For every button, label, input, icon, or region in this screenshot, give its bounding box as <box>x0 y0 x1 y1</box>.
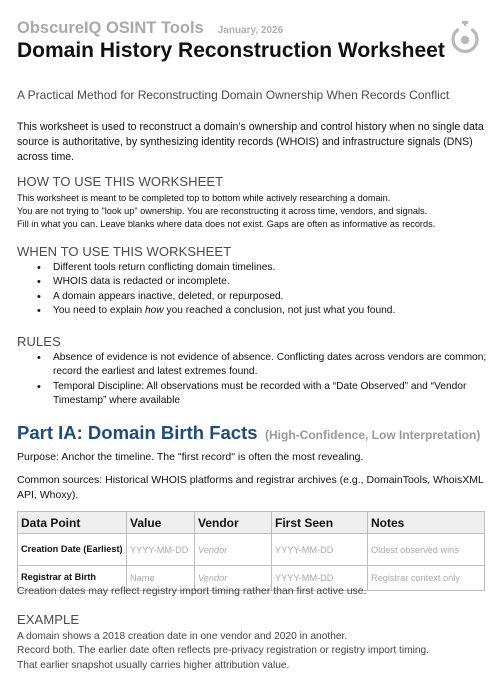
value-field[interactable]: Name <box>127 566 195 591</box>
when-to-use-heading: WHEN TO USE THIS WORKSHEET <box>17 244 232 259</box>
purpose-text: Purpose: Anchor the timeline. The "first record" is often the most revealing. <box>17 451 364 463</box>
example-line: A domain shows a 2018 creation date in one vendor and 2020 in another. <box>17 631 348 642</box>
creation-date-note: Creation dates may reflect registry import timing rather than first active use. <box>17 585 367 597</box>
list-item-emphasis: • You need to explain how you reached a conclusion, not just what you found. <box>17 304 487 318</box>
example-line: That earlier snapshot usually carries higher attribution value. <box>17 659 290 671</box>
list-item: • A domain appears inactive, deleted, or repurposed. <box>17 290 487 304</box>
example-text <box>17 630 429 673</box>
list-item: • WHOIS data is redacted or incomplete. <box>17 275 487 289</box>
row-label: Creation Date (Earliest) <box>18 534 127 566</box>
list-item: • Absence of evidence is not evidence of absence. Conflicting dates across vendors are common; record the earliest and latest extremes found. <box>17 351 487 380</box>
rules-heading: RULES <box>17 334 61 349</box>
how-to-use-line: Fill in what you can. Leave blanks where data does not exist. Gaps are often as informative as records. <box>17 219 436 229</box>
sources-text: Common sources: Historical WHOIS platforms and registrar archives (e.g., DomainTools, WhoisXML API, Whoxy). <box>17 474 484 501</box>
how-to-use-line: You are not trying to "look up" ownership. You are reconstructing it across time, vendors, and signals. <box>17 206 428 216</box>
brand-name: ObscureIQ OSINT Tools <box>17 19 204 37</box>
vendor-field[interactable]: Vendor <box>195 534 272 566</box>
table-header-row <box>18 512 485 534</box>
column-header: Vendor <box>195 512 272 534</box>
example-line: Record both. The earlier date often reflects pre-privacy registration or registry import timing. <box>17 645 430 657</box>
part-ia-subtitle: (High-Confidence, Low Interpretation) <box>265 428 481 442</box>
intro-paragraph: This worksheet is used to reconstruct a domain’s ownership and control history when no single data source is authoritative, by synthesizing identity records (WHOIS) and infrastructure signals (DNS) across time. <box>17 121 484 163</box>
row-label: Registrar at Birth <box>18 566 127 591</box>
example-heading: EXAMPLE <box>17 612 80 627</box>
stopwatch-icon <box>449 20 481 54</box>
notes-field[interactable]: Oldest observed wins <box>368 534 485 566</box>
rules-list <box>17 351 487 409</box>
how-to-use-line: This worksheet is meant to be completed top to bottom while actively researching a domain. <box>17 193 391 203</box>
list-item: • Temporal Discipline: All observations must be recorded with a “Date Observed” and “Vendor Timestamp” where available <box>17 380 487 409</box>
first-seen-field[interactable]: YYYY-MM-DD <box>272 534 368 566</box>
part-ia-title: Part IA: Domain Birth Facts <box>17 422 258 443</box>
birth-facts-table <box>17 511 485 591</box>
list-item: • Different tools return conflicting domain timelines. <box>17 261 487 275</box>
column-header: Notes <box>368 512 485 534</box>
how-to-use-heading: HOW TO USE THIS WORKSHEET <box>17 174 224 189</box>
column-header: First Seen <box>272 512 368 534</box>
when-to-use-list <box>17 261 487 319</box>
brand-row <box>17 19 283 38</box>
column-header: Data Point <box>18 512 127 534</box>
notes-field[interactable]: Registrar context only <box>368 566 485 591</box>
column-header: Value <box>127 512 195 534</box>
page-title: Domain History Reconstruction Worksheet <box>17 39 445 62</box>
value-field[interactable]: YYYY-MM-DD <box>127 534 195 566</box>
vendor-field[interactable]: Vendor <box>195 566 272 591</box>
first-seen-field[interactable]: YYYY-MM-DD <box>272 566 368 591</box>
table-row <box>18 534 485 566</box>
page-subtitle: A Practical Method for Reconstructing Domain Ownership When Records Conflict <box>17 88 450 102</box>
part-ia-heading <box>17 422 480 444</box>
publication-date: January, 2026 <box>217 25 284 36</box>
